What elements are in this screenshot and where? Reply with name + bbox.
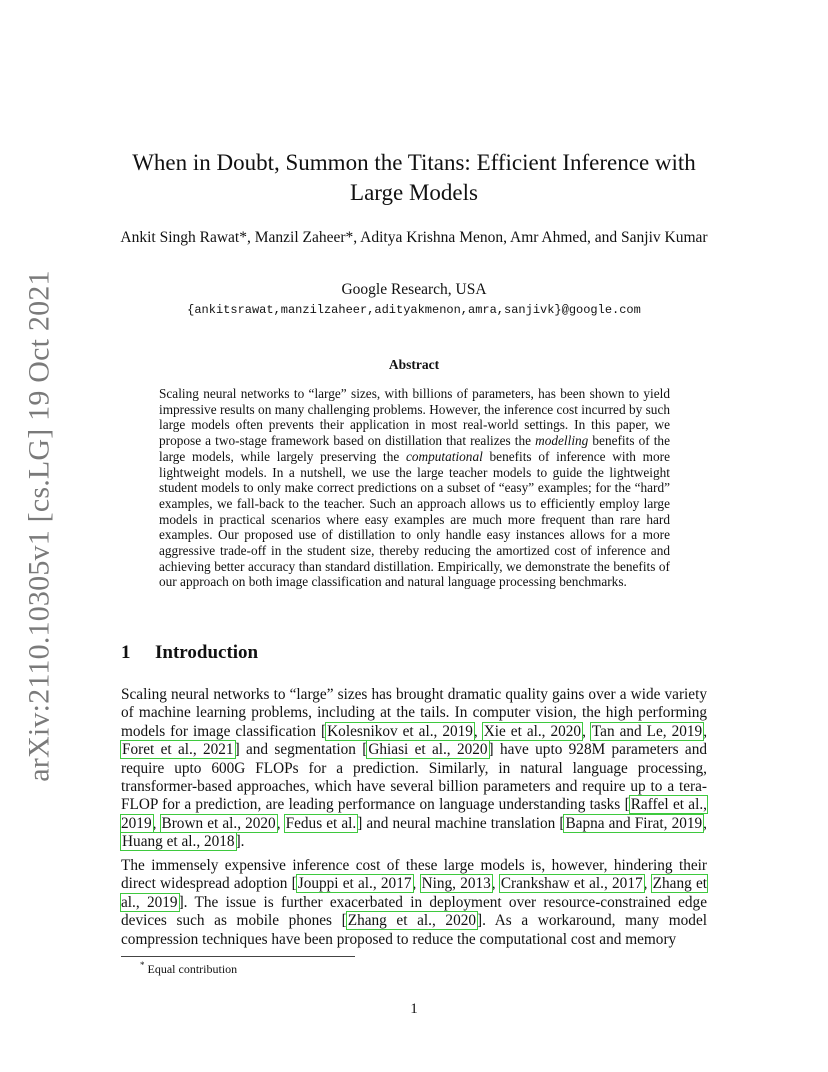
section-title: Introduction	[155, 642, 259, 663]
body-text: ]. The issue is further exacerbated in deployment over resource-constrained edge devices such as mobile phones [	[121, 893, 707, 930]
citation-link[interactable]: Kolesnikov et al., 2019	[327, 722, 473, 740]
citation-link[interactable]: Bapna and Firat, 2019	[565, 814, 703, 832]
author-emails: {ankitsrawat,manzilzaheer,adityakmenon,amra,sanjivk}@google.com	[187, 303, 641, 317]
section-number: 1	[121, 642, 131, 663]
body-text: ,	[152, 814, 161, 832]
citation-link[interactable]: Fedus et al.	[285, 814, 357, 832]
paper-title: When in Doubt, Summon the Titans: Efficient Inference with Large Models	[132, 150, 696, 205]
body-text: ,	[491, 875, 500, 893]
intro-paragraph-2	[121, 857, 707, 949]
intro-paragraph-1	[121, 686, 707, 852]
body-text: ,	[473, 722, 483, 740]
footnote-mark: *	[140, 960, 145, 970]
abstract-emphasis: computational	[405, 448, 483, 464]
citation-link[interactable]: Ning, 2013	[421, 875, 491, 893]
body-text: ,	[643, 875, 652, 893]
author-list: Ankit Singh Rawat*, Manzil Zaheer*, Aditya Krishna Menon, Amr Ahmed, and Sanjiv Kumar	[120, 229, 708, 246]
section-heading	[121, 642, 258, 664]
body-text: ] and segmentation [	[234, 741, 368, 759]
citation-link[interactable]: Zhang et al., 2019	[121, 875, 708, 911]
citation-link[interactable]: Foret et al., 2021	[122, 741, 234, 759]
body-text: ,	[582, 722, 591, 740]
footnote	[140, 960, 237, 977]
citation-link[interactable]: Huang et al., 2018	[122, 833, 235, 851]
footnote-text: Equal contribution	[147, 962, 238, 976]
citation-link[interactable]: Xie et al., 2020	[483, 722, 582, 740]
footnote-rule	[121, 956, 355, 957]
body-text: ,	[276, 814, 285, 832]
citation-link[interactable]: Brown et al., 2020	[161, 814, 276, 832]
citation-link[interactable]: Raffel et al., 2019	[121, 796, 707, 832]
citation-link[interactable]: Jouppi et al., 2017	[297, 875, 412, 893]
body-text: ] and neural machine translation [	[357, 814, 565, 832]
body-text: The immensely expensive inference cost of these large models is, however, hindering their direct widespread adoption [	[121, 857, 707, 893]
citation-link[interactable]: Ghiasi et al., 2020	[368, 741, 488, 759]
abstract-body	[159, 386, 670, 590]
arxiv-identifier	[14, 269, 66, 782]
body-text: ] have upto 928M parameters and require upto 600G FLOPs for a prediction. Similarly, in natural language processing, transformer-based approaches, which have several billion parameters and require up to a tera-FLOP for a prediction, are leading performance on language understanding tasks [	[121, 741, 708, 814]
citation-link[interactable]: Crankshaw et al., 2017	[500, 875, 643, 893]
body-text: ,	[703, 722, 708, 740]
arxiv-identifier-text: arXiv:2110.10305v1 [cs.LG] 19 Oct 2021	[23, 269, 56, 782]
body-text: ,	[412, 875, 421, 893]
body-text: ].	[235, 833, 245, 851]
body-text: ,	[703, 814, 707, 832]
affiliation: Google Research, USA	[341, 281, 487, 298]
abstract-text: benefits of inference with more lightweight models. In a nutshell, we use the large teacher models to guide the lightweight student models to only make correct predictions on a subset of “easy” examples; for the “hard” examples, we fall-back to the teacher. Such an approach allows us to efficiently employ large models in practical scenarios where easy examples are much more frequent than rare hard examples. Our proposed use of distillation to only handle easy instances allows for a more aggressive trade-off in the student size, thereby reducing the amortized cost of inference and achieving better accuracy than standard distillation. Empirically, we demonstrate the benefits of our approach on both image classification and natural language processing benchmarks.	[159, 448, 670, 590]
body-text: ]. As a workaround, many model compression techniques have been proposed to reduce the computational cost and memory	[121, 912, 707, 948]
abstract-text: benefits of the large models, while largely preserving the	[159, 433, 670, 464]
citation-link[interactable]: Tan and Le, 2019	[591, 722, 703, 740]
citation-link[interactable]: Zhang et al., 2020	[347, 912, 477, 930]
abstract-text: Scaling neural networks to “large” sizes, with billions of parameters, has been shown to yield impressive results on many challenging problems. However, the inference cost incurred by such large models often prevents their application in most real-world settings. In this paper, we propose a two-stage framework based on distillation that realizes the	[159, 386, 670, 449]
abstract-emphasis: modelling	[535, 433, 589, 449]
body-text: Scaling neural networks to “large” sizes has brought dramatic quality gains over a wide variety of machine learning problems, including at the tails. In computer vision, the high performing models for image classification [	[121, 686, 707, 740]
abstract-heading: Abstract	[388, 357, 440, 372]
page-number: 1	[410, 1001, 418, 1017]
